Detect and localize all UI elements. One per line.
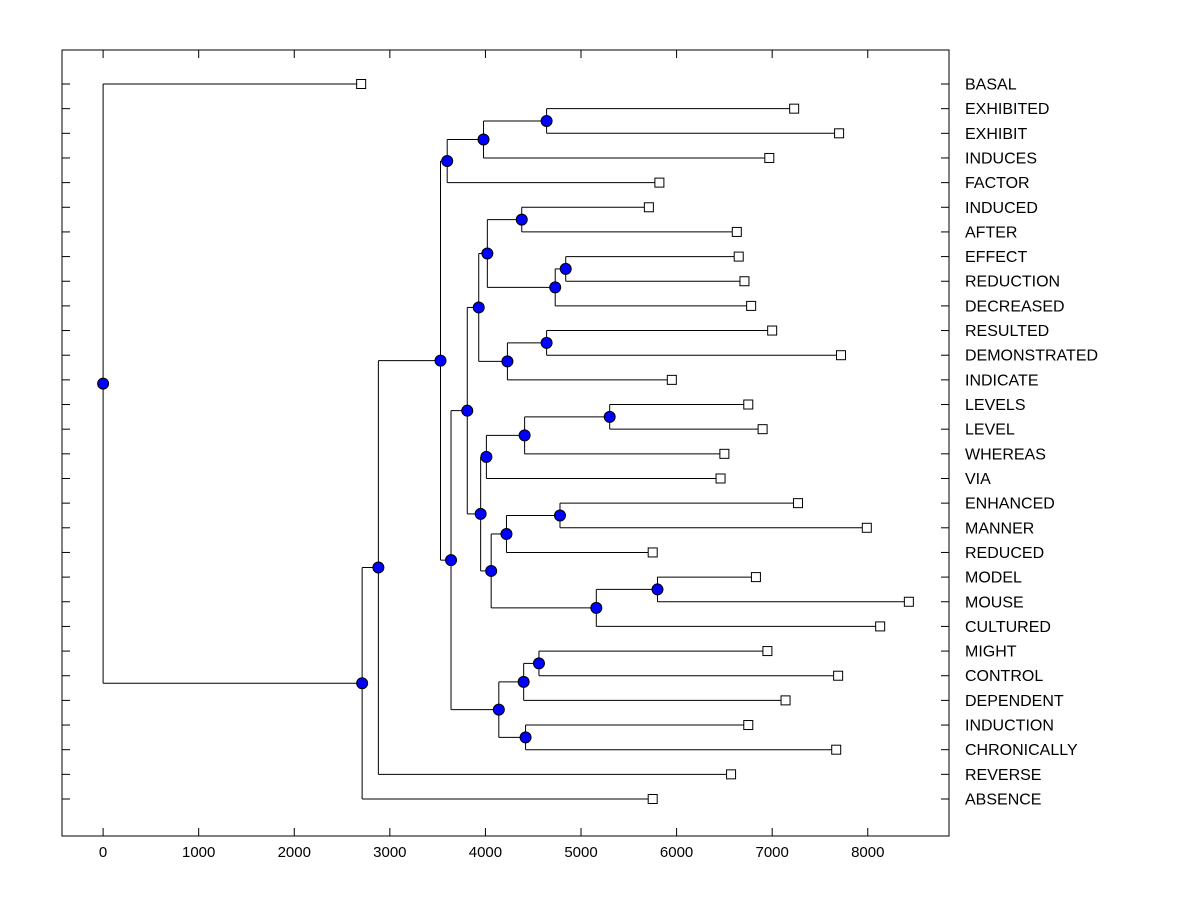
leaf-label-indicate: INDICATE	[965, 372, 1039, 390]
leaf-marker-exhibit	[835, 129, 844, 138]
leaf-marker-enhanced	[793, 499, 802, 508]
leaf-label-induction: INDUCTION	[965, 717, 1054, 735]
leaf-label-chronically: CHRONICALLY	[965, 742, 1078, 760]
leaf-marker-dependent	[781, 696, 790, 705]
leaf-label-absence: ABSENCE	[965, 791, 1042, 809]
x-tick-label: 2000	[277, 844, 311, 861]
internal-node-marker	[478, 134, 489, 145]
internal-node-marker	[442, 156, 453, 167]
leaf-marker-demonstrated	[836, 351, 845, 360]
internal-node-marker	[502, 356, 513, 367]
leaf-marker-reduced	[648, 548, 657, 557]
internal-node-marker	[435, 355, 446, 366]
leaf-label-levels: LEVELS	[965, 397, 1026, 415]
leaf-label-induced: INDUCED	[965, 199, 1038, 217]
leaf-marker-effect	[734, 252, 743, 261]
internal-node-marker	[486, 565, 497, 576]
internal-node-marker	[357, 678, 368, 689]
internal-node-marker	[519, 430, 530, 441]
internal-node-marker	[518, 676, 529, 687]
leaf-label-resulted: RESULTED	[965, 323, 1050, 341]
leaf-label-demonstrated: DEMONSTRATED	[965, 347, 1099, 365]
leaf-marker-mouse	[904, 597, 913, 606]
leaf-marker-factor	[655, 178, 664, 187]
internal-node-marker	[462, 405, 473, 416]
leaf-marker-whereas	[720, 449, 729, 458]
leaf-label-manner: MANNER	[965, 520, 1035, 538]
leaf-label-exhibit: EXHIBIT	[965, 125, 1028, 143]
leaf-marker-absence	[648, 795, 657, 804]
leaf-marker-control	[834, 671, 843, 680]
leaf-marker-decreased	[747, 301, 756, 310]
leaf-label-decreased: DECREASED	[965, 298, 1065, 316]
leaf-marker-level	[758, 425, 767, 434]
internal-node-marker	[520, 732, 531, 743]
leaf-label-enhanced: ENHANCED	[965, 495, 1055, 513]
x-tick-label: 5000	[564, 844, 598, 861]
internal-node-marker	[541, 337, 552, 348]
leaf-label-model: MODEL	[965, 569, 1022, 587]
leaf-label-control: CONTROL	[965, 668, 1044, 686]
leaf-marker-resulted	[768, 326, 777, 335]
internal-node-marker	[473, 302, 484, 313]
internal-node-marker	[482, 248, 493, 259]
internal-node-marker	[481, 451, 492, 462]
internal-node-marker	[493, 704, 504, 715]
leaf-marker-induction	[744, 721, 753, 730]
x-tick-label: 0	[98, 844, 108, 861]
x-tick-label: 1000	[181, 844, 216, 861]
leaf-label-via: VIA	[965, 470, 991, 488]
internal-node-marker	[604, 411, 615, 422]
leaf-label-reduction: REDUCTION	[965, 273, 1061, 291]
x-tick-label: 6000	[659, 844, 694, 861]
leaf-label-mouse: MOUSE	[965, 594, 1024, 612]
leaf-marker-might	[763, 647, 772, 656]
leaf-marker-model	[751, 573, 760, 582]
internal-node-marker	[475, 508, 486, 519]
leaf-label-factor: FACTOR	[965, 175, 1030, 193]
internal-node-marker	[550, 282, 561, 293]
x-tick-label: 7000	[755, 844, 789, 861]
leaf-marker-manner	[862, 523, 871, 532]
plot-border	[62, 50, 949, 836]
internal-node-marker	[652, 584, 663, 595]
leaf-label-cultured: CULTURED	[965, 618, 1051, 636]
internal-node-marker	[554, 510, 565, 521]
x-tick-label: 4000	[468, 844, 503, 861]
leaf-marker-levels	[744, 400, 753, 409]
internal-node-marker	[533, 658, 544, 669]
leaf-label-whereas: WHEREAS	[965, 446, 1046, 464]
leaf-label-induces: INDUCES	[965, 150, 1038, 168]
leaf-marker-reduction	[740, 277, 749, 286]
leaf-label-might: MIGHT	[965, 643, 1017, 661]
leaf-marker-exhibited	[790, 104, 799, 113]
leaf-marker-reverse	[727, 770, 736, 779]
leaf-label-reverse: REVERSE	[965, 766, 1042, 784]
leaf-marker-chronically	[832, 745, 841, 754]
leaf-label-basal: BASAL	[965, 76, 1017, 94]
leaf-marker-cultured	[876, 622, 885, 631]
internal-node-marker	[516, 214, 527, 225]
leaf-label-exhibited: EXHIBITED	[965, 101, 1050, 119]
internal-node-marker	[373, 562, 384, 573]
leaf-marker-induced	[644, 203, 653, 212]
leaf-marker-induces	[765, 153, 774, 162]
leaf-marker-basal	[357, 80, 366, 89]
internal-node-marker	[501, 528, 512, 539]
internal-node-marker	[560, 263, 571, 274]
leaf-label-reduced: REDUCED	[965, 544, 1045, 562]
leaf-label-dependent: DEPENDENT	[965, 692, 1064, 710]
x-tick-label: 3000	[373, 844, 407, 861]
internal-node-marker	[591, 602, 602, 613]
internal-node-marker	[541, 115, 552, 126]
leaf-marker-after	[732, 227, 741, 236]
leaf-marker-via	[716, 474, 725, 483]
leaf-label-after: AFTER	[965, 224, 1018, 242]
leaf-label-level: LEVEL	[965, 421, 1015, 439]
leaf-marker-indicate	[667, 375, 676, 384]
internal-node-marker	[446, 555, 457, 566]
x-tick-label: 8000	[851, 844, 885, 861]
internal-node-marker	[98, 378, 109, 389]
leaf-label-effect: EFFECT	[965, 249, 1028, 267]
